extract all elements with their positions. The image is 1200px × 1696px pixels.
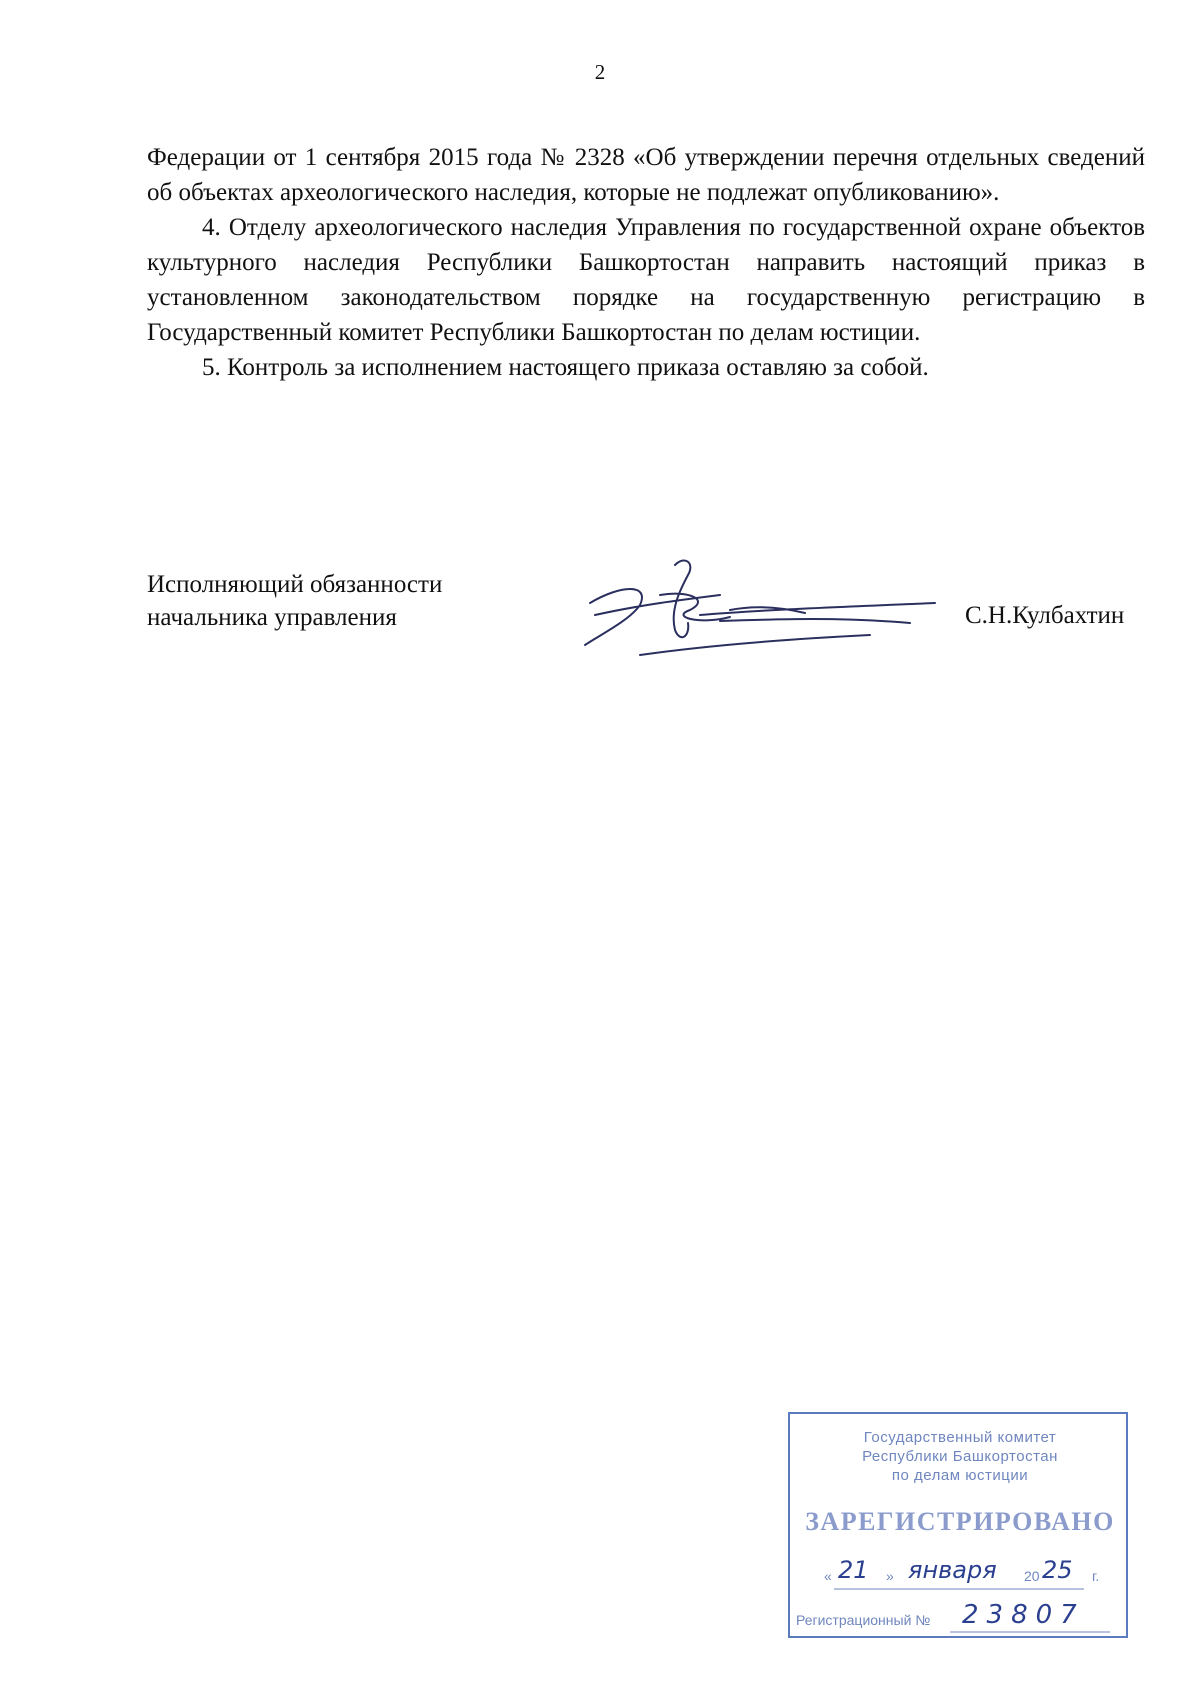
paragraph-3: 5. Контроль за исполнением настоящего приказа оставляю за собой. (202, 354, 929, 381)
signer-position (147, 568, 442, 634)
handwritten-signature-icon (580, 555, 940, 665)
stamp-org-line-1: Государственный комитет (863, 1429, 1057, 1446)
stamp-date-underline-icon (834, 1586, 1084, 1592)
stamp-month: января (908, 1556, 997, 1584)
stamp-quote-open: « (824, 1568, 832, 1584)
page-number: 2 (594, 60, 606, 84)
stamp-year-suffix: 25 (1042, 1556, 1073, 1584)
stamp-quote-close: » (886, 1568, 894, 1584)
stamp-day: 21 (838, 1556, 869, 1584)
stamp-reg-number: 23807 (962, 1600, 1085, 1630)
stamp-org-line-3: по делам юстиции (891, 1467, 1029, 1484)
signer-position-line-1: Исполняющий обязанности (147, 571, 443, 598)
signer-position-line-2: начальника управления (147, 604, 397, 631)
stamp-reg-underline-icon (950, 1630, 1110, 1634)
registration-stamp (788, 1412, 1128, 1638)
stamp-status: ЗАРЕГИСТРИРОВАНО (805, 1507, 1115, 1536)
stamp-reg-label: Регистрационный № (796, 1612, 931, 1628)
paragraph-2: 4. Отделу археологического наследия Управления по государственной охране объектов культурного наследия Республики Башкортостан направить настоящий приказ в установленном законодательством порядке на государственную регистрацию в Государственный комитет Республики Башкортостан по делам юстиции. (147, 214, 1145, 346)
stamp-year-mark: г. (1092, 1568, 1100, 1584)
stamp-org-line-2: Республики Башкортостан (862, 1448, 1058, 1465)
stamp-year-prefix: 20 (1024, 1568, 1040, 1584)
signer-name: С.Н.Кулбахтин (965, 602, 1125, 629)
paragraph-1: Федерации от 1 сентября 2015 года № 2328 «Об утверждении перечня отдельных сведений об объектах археологического наследия, которые не подлежат опубликованию». (147, 144, 1145, 206)
document-body (147, 140, 1145, 385)
